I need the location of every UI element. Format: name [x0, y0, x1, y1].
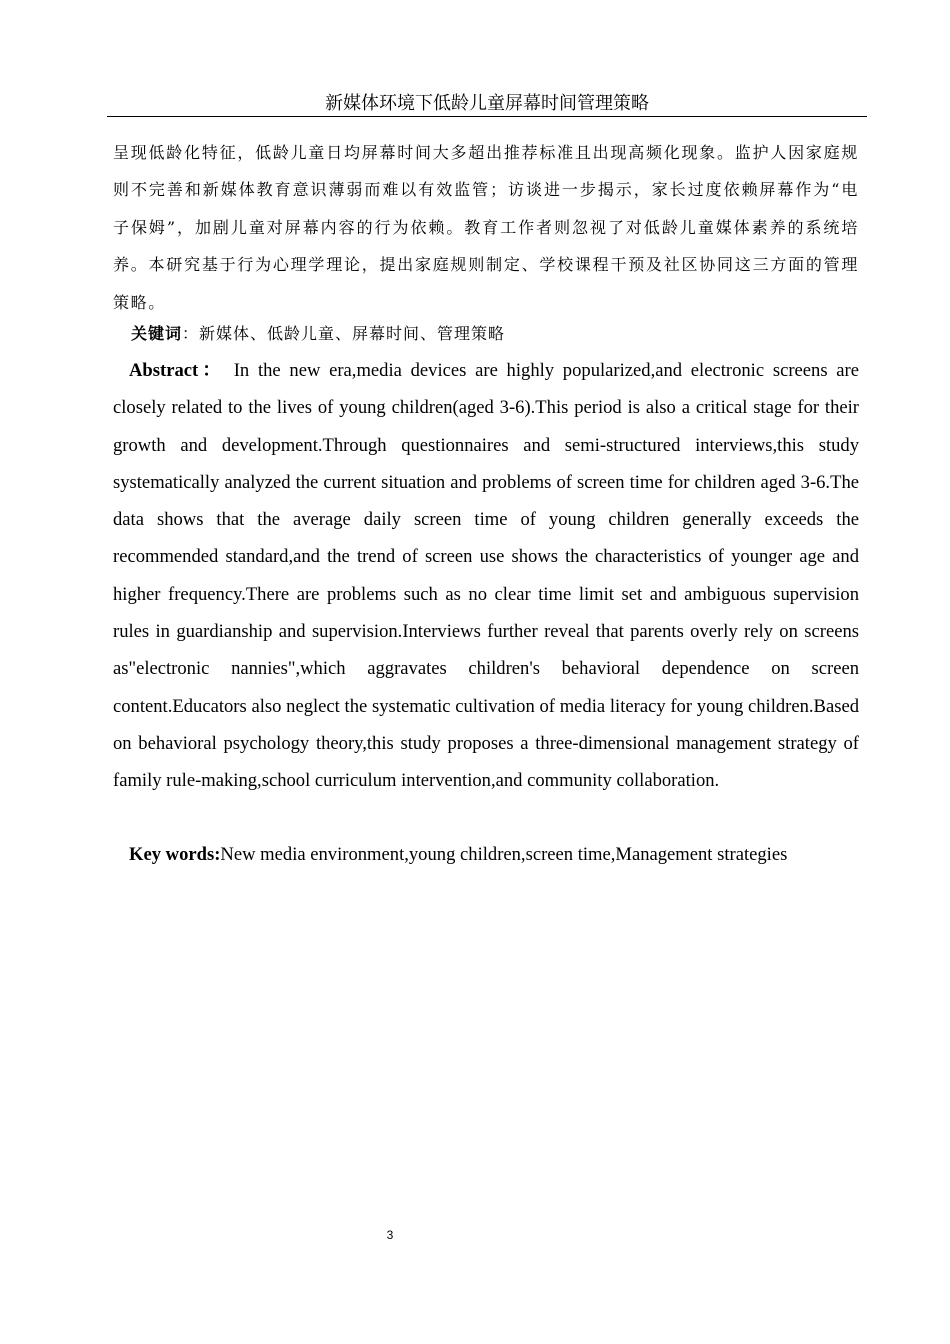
chinese-keywords-text: 新媒体、低龄儿童、屏幕时间、管理策略 — [199, 324, 506, 343]
chinese-keywords — [131, 318, 505, 350]
chinese-abstract-paragraph: 呈现低龄化特征，低龄儿童日均屏幕时间大多超出推荐标准且出现高频化现象。监护人因家庭规则不完善和新媒体教育意识薄弱而难以有效监管；访谈进一步揭示，家长过度依赖屏幕作为“电子保姆”，加剧儿童对屏幕内容的行为依赖。教育工作者则忽视了对低龄儿童媒体素养的系统培养。本研究基于行为心理学理论，提出家庭规则制定、学校课程干预及社区协同这三方面的管理策略。 — [113, 143, 859, 312]
chinese-keywords-colon: ： — [182, 324, 200, 343]
english-abstract-paragraph — [113, 352, 859, 800]
page-header — [107, 92, 867, 117]
header-title: 新媒体环境下低龄儿童屏幕时间管理策略 — [325, 93, 649, 113]
page-number: 3 — [386, 1228, 394, 1242]
english-keywords — [129, 836, 787, 873]
english-keywords-text: New media environment,young children,screen time,Management strategies — [220, 844, 788, 865]
english-abstract-label: Abstract： — [129, 360, 225, 381]
chinese-keywords-label: 关键词 — [131, 324, 183, 343]
english-abstract-text: In the new era,media devices are highly popularized,and electronic screens are closely related to the lives of young children(aged 3-6).This period is also a critical stage for their growth and development.Through questionnaires and semi-structured interviews,this study systematically analyzed the current situation and problems of screen time for children aged 3-6.The data shows that the average daily screen time of young children generally exceeds the recommended standard,and the trend of screen use shows the characteristics of younger age and higher frequency.There are problems such as no clear time limit set and ambiguous supervision rules in guardianship and supervision.Interviews further reveal that parents overly rely on screens as"electronic nannies",which aggravates children's behavioral dependence on screen content.Educators also neglect the systematic cultivation of media literacy for young children.Based on behavioral psychology theory,this study proposes a three-dimensional management strategy of family rule-making,school curriculum intervention,and community collaboration. — [113, 360, 859, 792]
english-keywords-label: Key words: — [129, 844, 221, 865]
